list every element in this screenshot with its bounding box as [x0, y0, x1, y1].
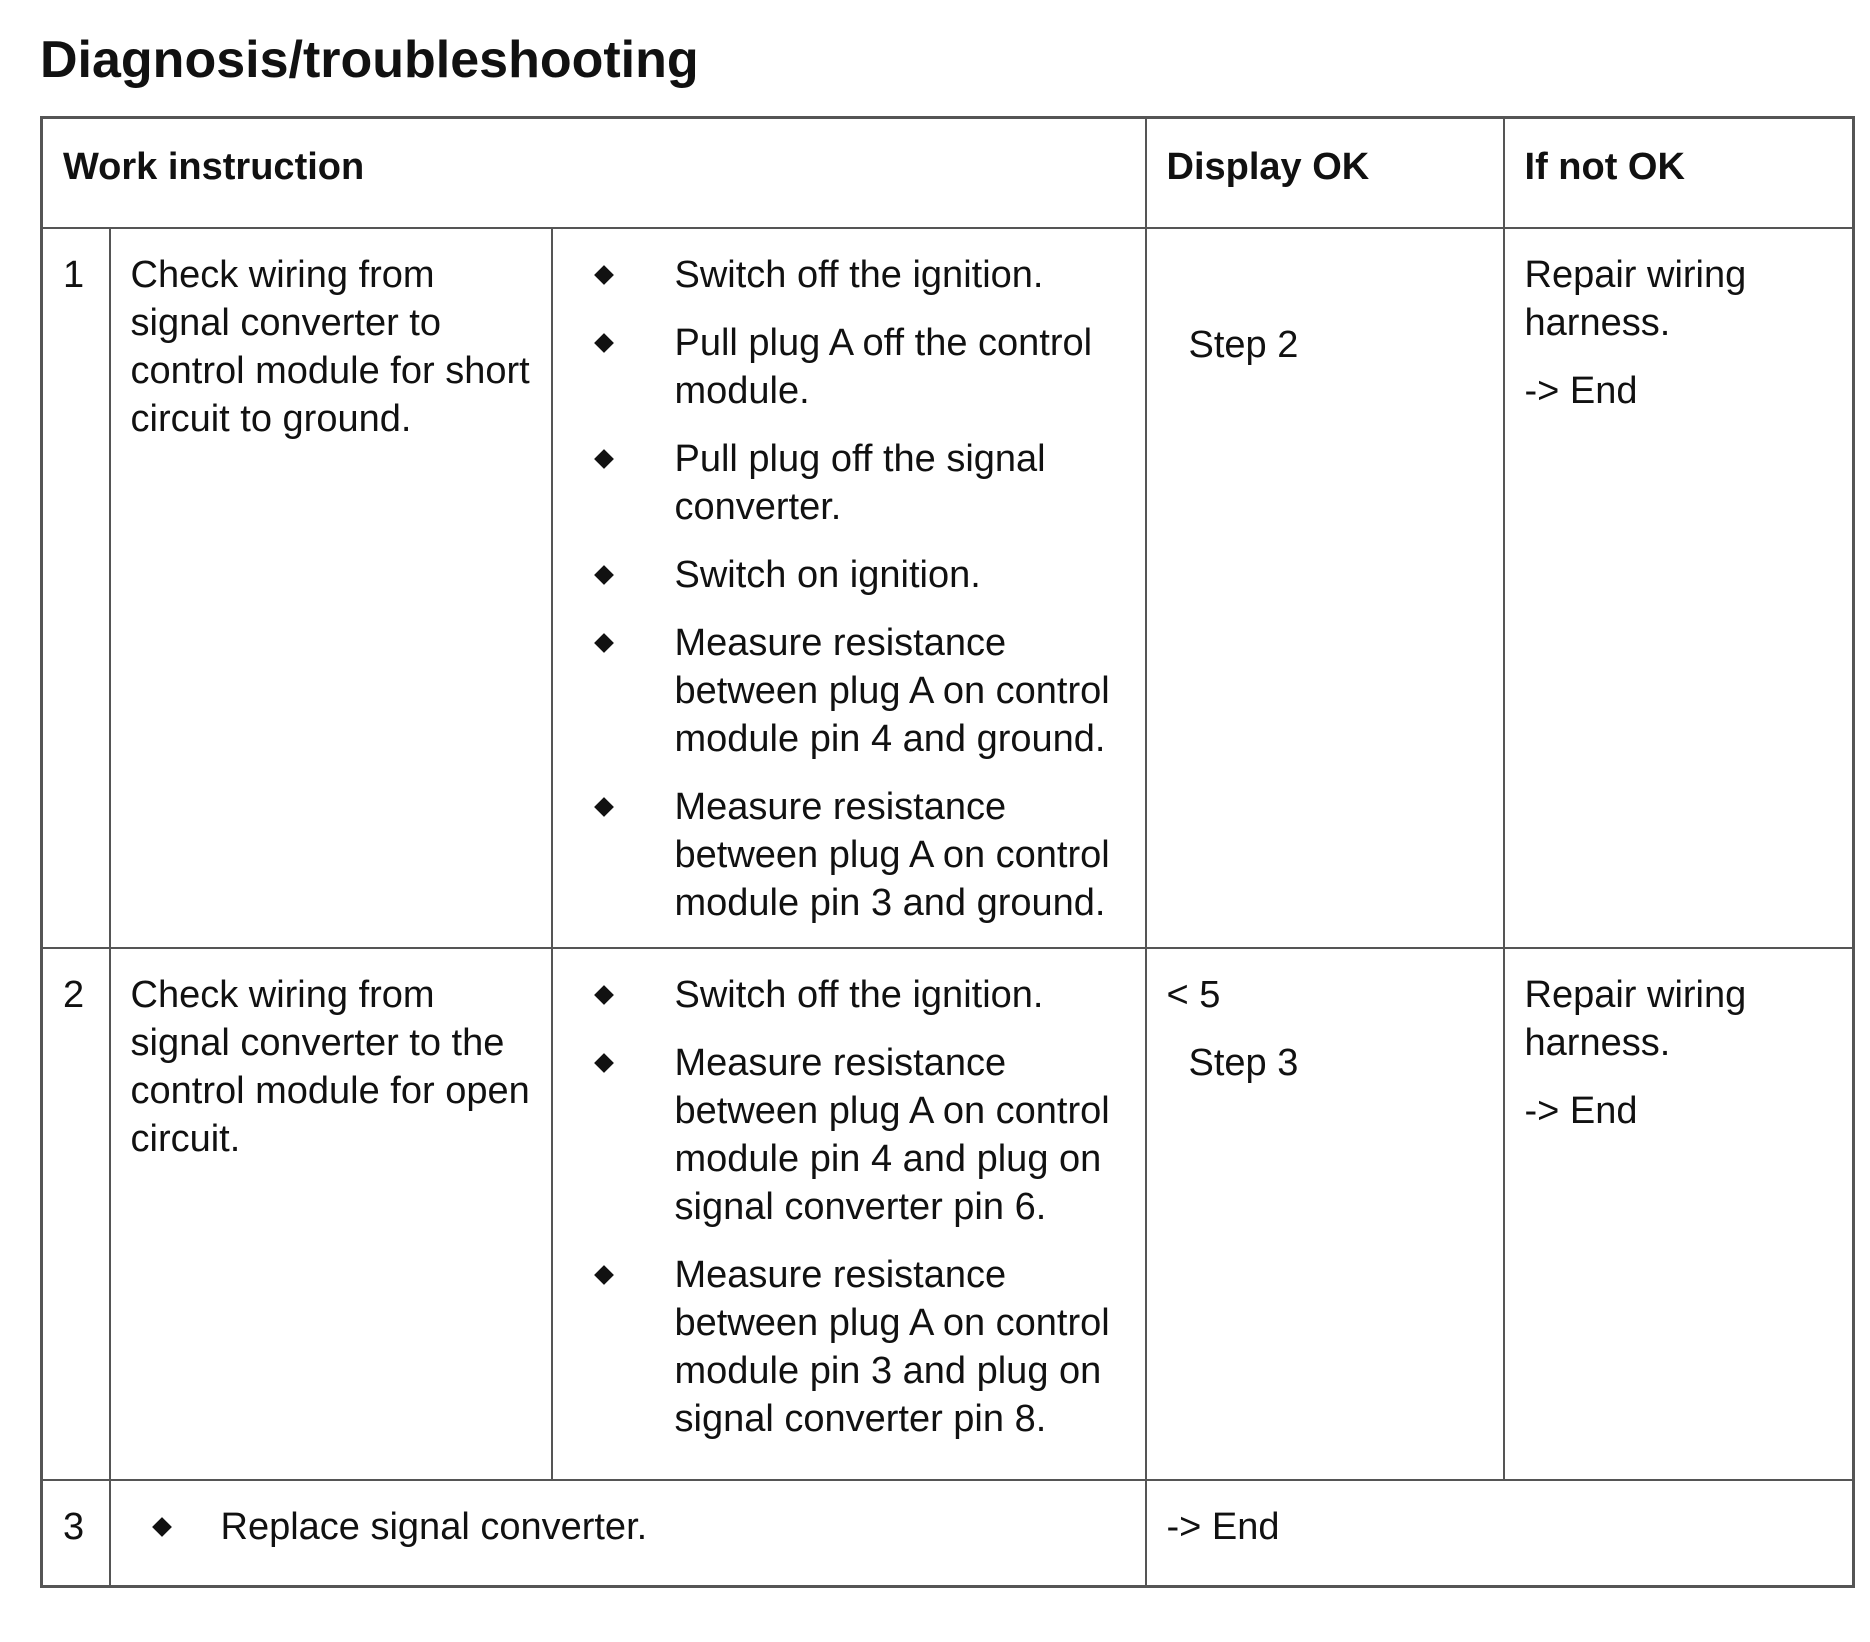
list-item [573, 1251, 1129, 1443]
table-row [42, 228, 1854, 948]
page-title: Diagnosis/troubleshooting [40, 31, 699, 89]
list-item [573, 783, 1129, 927]
header-display-ok: Display OK [1146, 118, 1504, 228]
display-ok-step: Step 2 [1188, 323, 1299, 366]
diamond-bullet-icon [594, 1053, 614, 1073]
action-text: Measure resistance between plug A on control module pin 3 and ground. [674, 785, 1110, 924]
if-not-ok-next: -> End [1524, 369, 1638, 412]
action-text: Switch off the ignition. [674, 253, 1044, 296]
diamond-bullet-icon [594, 265, 614, 285]
action-text: Measure resistance between plug A on control module pin 4 and ground. [674, 621, 1110, 760]
action-list [573, 251, 1129, 927]
list-item [131, 1503, 1125, 1551]
action-text: Pull plug A off the control module. [674, 321, 1093, 412]
list-item [573, 619, 1129, 763]
header-if-not-ok: If not OK [1504, 118, 1854, 228]
action-text: Switch on ignition. [674, 553, 981, 596]
diamond-bullet-icon [152, 1517, 172, 1537]
step-actions [110, 1480, 1146, 1587]
diamond-bullet-icon [594, 565, 614, 585]
step-actions [552, 228, 1146, 948]
list-item [573, 251, 1129, 299]
diamond-bullet-icon [594, 333, 614, 353]
step-description: Check wiring from signal converter to control module for short circuit to ground. [110, 228, 552, 948]
step-number: 3 [42, 1480, 110, 1587]
action-text: Measure resistance between plug A on control module pin 3 and plug on signal converter pin 8. [674, 1253, 1110, 1440]
diamond-bullet-icon [594, 1265, 614, 1285]
step-actions [552, 948, 1146, 1480]
diamond-bullet-icon [594, 985, 614, 1005]
table-row [42, 1480, 1854, 1587]
diamond-bullet-icon [594, 797, 614, 817]
display-ok-cell [1146, 1480, 1854, 1587]
action-text: Replace signal converter. [220, 1505, 648, 1548]
if-not-ok-text: Repair wiring harness. [1524, 973, 1747, 1064]
troubleshooting-table [40, 116, 1855, 1588]
step-number: 1 [42, 228, 110, 948]
if-not-ok-next: -> End [1524, 1089, 1638, 1132]
list-item [573, 1039, 1129, 1231]
table-row [42, 948, 1854, 1480]
if-not-ok-cell [1504, 228, 1854, 948]
display-ok-cell [1146, 948, 1504, 1480]
list-item [573, 971, 1129, 1019]
header-work-instruction: Work instruction [42, 118, 1146, 228]
step-description: Check wiring from signal converter to the control module for open circuit. [110, 948, 552, 1480]
if-not-ok-cell [1504, 948, 1854, 1480]
list-item [573, 435, 1129, 531]
table-header-row [42, 118, 1854, 228]
action-text: Pull plug off the signal converter. [674, 437, 1046, 528]
step-number: 2 [42, 948, 110, 1480]
display-ok-value: < 5 [1166, 973, 1221, 1016]
if-not-ok-text: Repair wiring harness. [1524, 253, 1747, 344]
diamond-bullet-icon [594, 449, 614, 469]
diamond-bullet-icon [594, 633, 614, 653]
display-ok-step: -> End [1166, 1505, 1280, 1548]
list-item [573, 551, 1129, 599]
action-text: Switch off the ignition. [674, 973, 1044, 1016]
display-ok-cell [1146, 228, 1504, 948]
action-list [573, 971, 1129, 1443]
display-ok-step: Step 3 [1188, 1041, 1299, 1084]
action-text: Measure resistance between plug A on control module pin 4 and plug on signal converter pin 6. [674, 1041, 1110, 1228]
list-item [573, 319, 1129, 415]
